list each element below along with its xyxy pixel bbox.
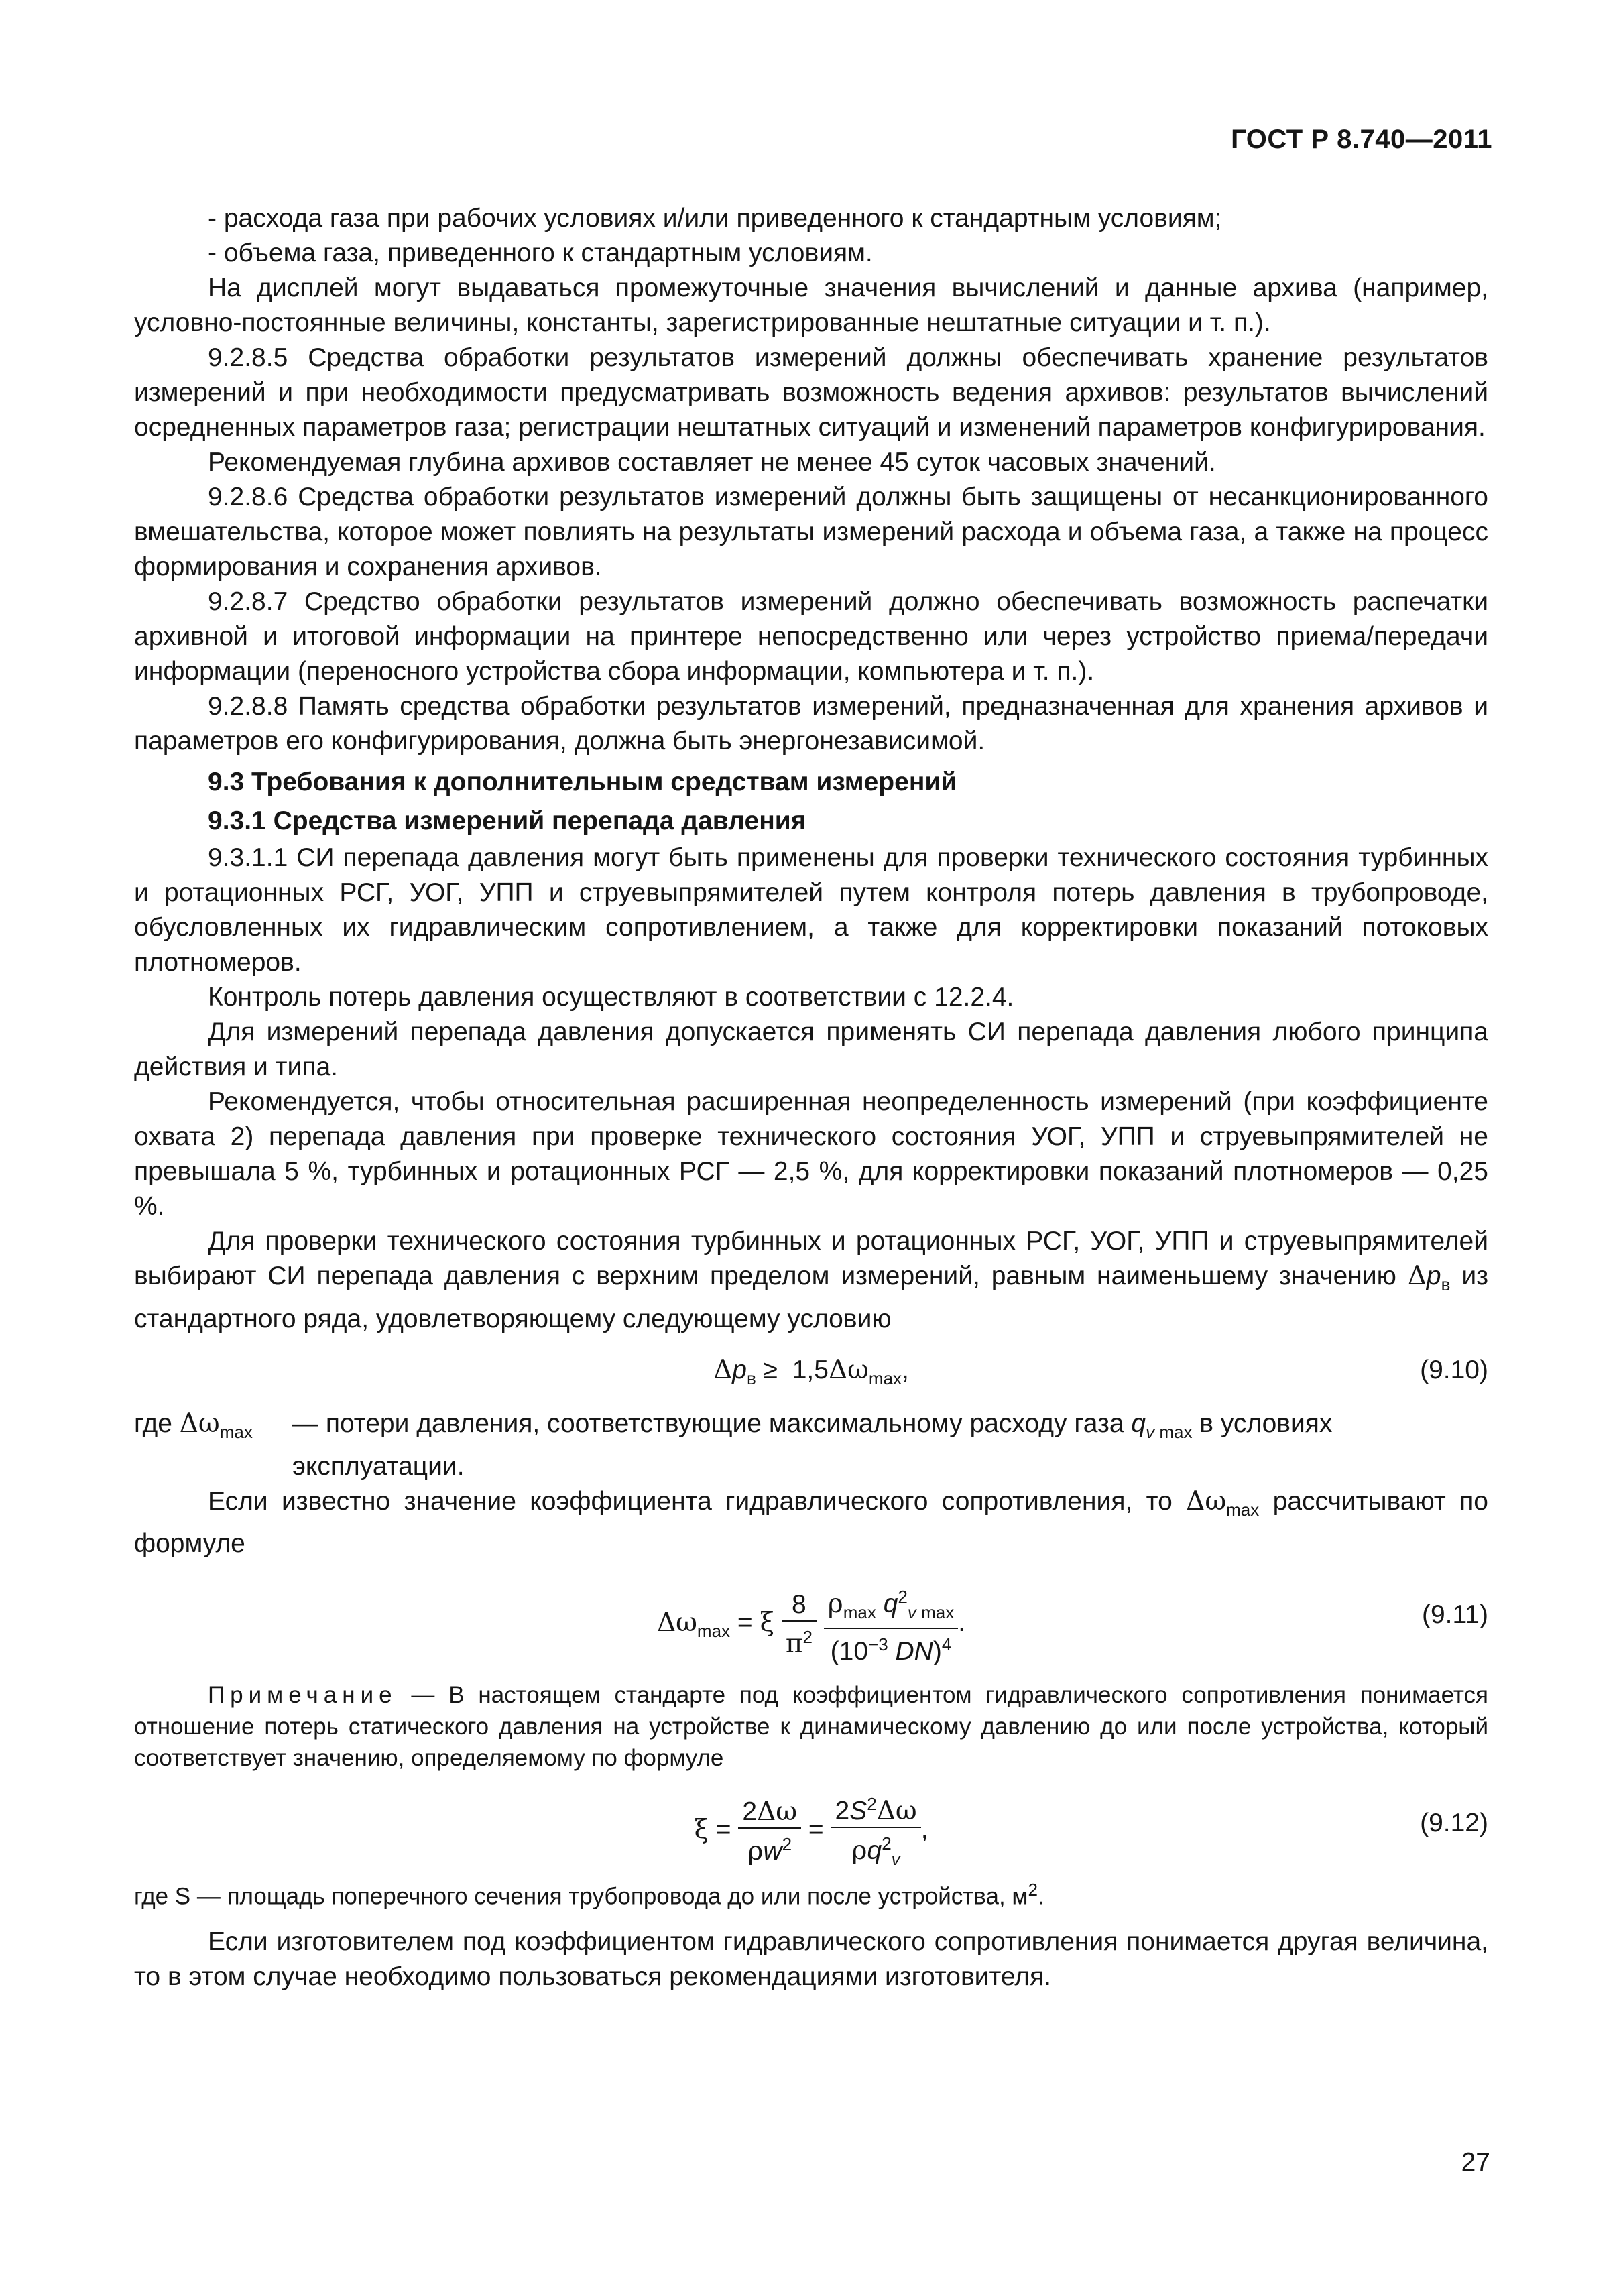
paragraph: 9.3.1.1 СИ перепада давления могут быть применены для проверки технического состояния турбинных и ротационных РСГ, УОГ, УПП и струевыпрямителей путем контроля потерь давления в трубопроводе, обусловленных их гидравлическим сопротивлением, а также для корректировки показаний потоковых плотномеров. xyxy=(134,843,1488,977)
paragraph: Для проверки технического состояния турбинных и ротационных РСГ, УОГ, УПП и струевыпрямителей выбирают СИ перепада давления с верхним пределом измерений, равным наименьшему значению $\Delta p_в$ из стандартного ряда, удовлетворяющему следующему условию xyxy=(134,1227,1488,1333)
formula-expression: ξ = $\frac{2\Delta\omega}{\rho w^2}$ = $\frac{2S^2\Delta\omega}{\rho q^2_v}$ , xyxy=(134,1789,1488,1874)
paragraph: Если известно значение коэффициента гидравлического сопротивления, то $\Delta\omega_{max}$ рассчитывают по формуле xyxy=(134,1486,1488,1559)
formula-9-10 xyxy=(134,1337,1488,1406)
page-body xyxy=(134,201,1488,1994)
paragraph: Рекомендуемая глубина архивов составляет не менее 45 суток часовых значений. xyxy=(208,448,1216,477)
where-text: — потери давления, соответствующие максимальному расходу газа xyxy=(292,1408,1132,1438)
formula-expression: $\Delta\omega_{max} = \xi$ $\frac{8}{\pi^2}$ $\frac{\rho_{max} q^2_{v max}}{(10^{-3} DN)^4}$ . xyxy=(134,1581,1488,1667)
paragraph: 9.2.8.7 Средство обработки результатов измерений должно обеспечивать возможность распечатки архивной и итоговой информации на принтере непосредственно или через устройство приема/передачи информации (переносного устройства сбора информации, компьютера и т. п.). xyxy=(134,587,1488,686)
paragraph: На дисплей могут выдаваться промежуточные значения вычислений и данные архива (например, условно-постоянные величины, константы, зарегистрированные нештатные ситуации и т. п.). xyxy=(134,274,1488,337)
where-text: в условиях эксплуатации. xyxy=(292,1408,1333,1481)
note xyxy=(134,1679,1488,1774)
paragraph-text: Для проверки технического состояния турбинных и ротационных РСГ, УОГ, УПП и струевыпрямителей выбирают СИ перепада давления с верхним пределом измерений, равным наименьшему значению xyxy=(134,1227,1488,1290)
where-label: где xyxy=(134,1408,180,1438)
paragraph: Если изготовителем под коэффициентом гидравлического сопротивления понимается другая величина, то в этом случае необходимо пользоваться рекомендациями изготовителя. xyxy=(134,1927,1488,1992)
paragraph-text: рассчитывают по формуле xyxy=(134,1486,1488,1559)
paragraph-text: Если известно значение коэффициента гидравлического сопротивления, то xyxy=(208,1486,1187,1516)
paragraph: 9.2.8.5 Средства обработки результатов измерений должны обеспечивать хранение результатов измерений и при необходимости предусматривать возможность ведения архивов: результатов вычислений осредненных параметров газа; регистрации нештатных ситуаций и изменений параметров конфигурирования. xyxy=(134,343,1488,442)
where-clause: где $\Delta\omega_{max}$ — потери давления, соответствующие максимальному расходу газа $q_{v max}$ в условиях эксплуатации. xyxy=(134,1408,1333,1481)
note-text: — В настоящем стандарте под коэффициентом гидравлического сопротивления понимается отношение потерь статического давления на устройстве к динамическому давлению до или после устройства, который соответствует значению, определяемому по формуле xyxy=(134,1682,1488,1772)
paragraph: Для измерений перепада давления допускается применять СИ перепада давления любого принципа действия и типа. xyxy=(134,1018,1488,1081)
standard-header: ГОСТ Р 8.740—2011 xyxy=(1231,125,1492,154)
formula-expression: $\Delta p_в \ge 1,5\Delta\omega_{max}$, xyxy=(713,1354,909,1388)
paragraph: Рекомендуется, чтобы относительная расширенная неопределенность измерений (при коэффициенте охвата 2) перепада давления при проверке технического состояния УОГ, УПП и струевыпрямителей не превышала 5 %, турбинных и ротационных РСГ — 2,5 %, для корректировки показаний плотномеров — 0,25 %. xyxy=(134,1087,1488,1221)
subsection-heading: 9.3.1 Средства измерений перепада давления xyxy=(208,806,806,835)
paragraph: Контроль потерь давления осуществляют в соответствии с 12.2.4. xyxy=(208,983,1014,1012)
where-clause: где S — площадь поперечного сечения трубопровода до или после устройства, $м^2$. xyxy=(134,1880,1044,1911)
paragraph: - расхода газа при рабочих условиях и/или приведенного к стандартным условиям; xyxy=(208,204,1222,233)
formula-9-12 xyxy=(134,1774,1488,1874)
page-number: 27 xyxy=(1461,2148,1490,2177)
note-label: Примечание xyxy=(208,1682,398,1709)
formula-number: (9.10) xyxy=(1420,1355,1488,1384)
formula-number: (9.12) xyxy=(1420,1809,1488,1838)
formula-9-11 xyxy=(134,1561,1488,1679)
paragraph: - объема газа, приведенного к стандартным условиям. xyxy=(208,239,873,267)
paragraph: 9.2.8.8 Память средства обработки результатов измерений, предназначенная для хранения архивов и параметров его конфигурирования, должна быть энергонезависимой. xyxy=(134,692,1488,756)
paragraph-text: из стандартного ряда, удовлетворяющему следующему условию xyxy=(134,1262,1488,1333)
section-heading: 9.3 Требования к дополнительным средствам измерений xyxy=(208,768,957,796)
paragraph: 9.2.8.6 Средства обработки результатов измерений должны быть защищены от несанкционированного вмешательства, которое может повлиять на результаты измерений расхода и объема газа, а также на процесс формирования и сохранения архивов. xyxy=(134,483,1488,581)
formula-number: (9.11) xyxy=(1422,1600,1488,1630)
where-text: где S — площадь поперечного сечения трубопровода до или после устройства, м xyxy=(134,1884,1028,1911)
